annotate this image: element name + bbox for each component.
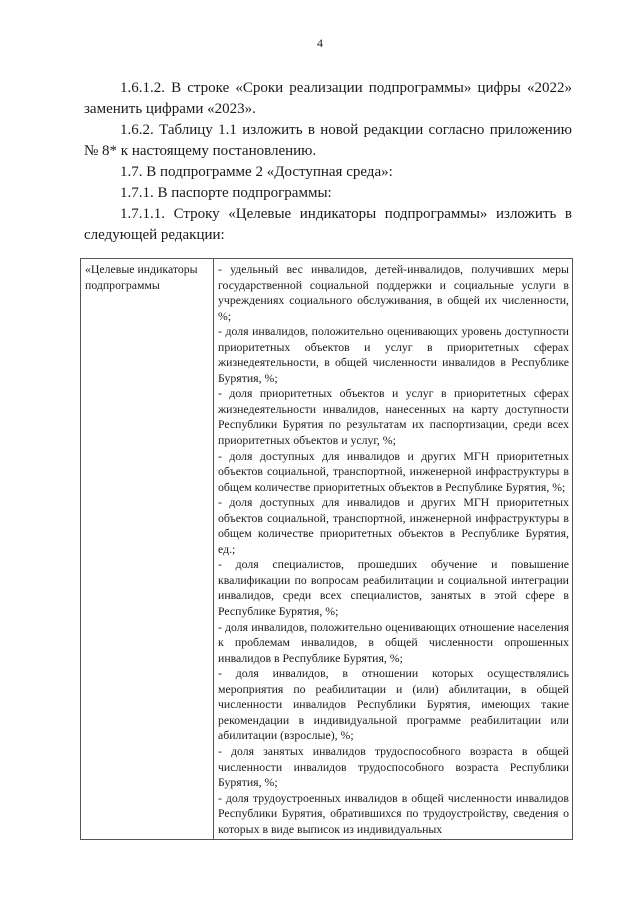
paragraph-1-7: 1.7. В подпрограмме 2 «Доступная среда»: [120,164,393,180]
indicators-table [80,258,573,840]
indicator-item: - доля приоритетных объектов и услуг в приоритетных сферах жизнедеятельности инвалидов, нанесенных на карту доступности Республики Бурятия по результатам их паспортизации, среди всех приоритетных объектов и услуг, %; [218,386,569,448]
paragraph-1-6-2: 1.6.2. Таблицу 1.1 изложить в новой редакции согласно приложению № 8* к настоящему постановлению. [84,122,572,159]
indicator-item: - доля доступных для инвалидов и других МГН приоритетных объектов социальной, транспортной, инженерной инфраструктуры в общем количестве приоритетных объектов в Республике Бурятия, ед.; [218,495,569,556]
paragraph-1-7-1: 1.7.1. В паспорте подпрограммы: [120,185,332,201]
indicator-item: - доля трудоустроенных инвалидов в общей численности инвалидов Республики Бурятия, обратившихся по трудоустройству, сведения о которых в виде выписок из индивидуальных [218,790,569,836]
indicator-item: - доля занятых инвалидов трудоспособного возраста в общей численности инвалидов трудоспособного возраста Республики Бурятия, %; [218,743,569,790]
indicator-item: - удельный вес инвалидов, детей-инвалидов, получивших меры государственной социальной поддержки и социальные услуги в учреждениях социального обслуживания, в общей их численности, %; [218,262,569,323]
indicator-item: - доля специалистов, прошедших обучение и повышение квалификации по вопросам реабилитации и социальной интеграции инвалидов, среди всех специалистов, занятых в этой сфере в Республике Бурятия, %; [218,557,569,619]
indicators-content-cell [214,259,573,840]
page-number: 4 [317,36,323,50]
indicator-item: - доля доступных для инвалидов и других МГН приоритетных объектов социальной, транспортной, инженерной инфраструктуры в общем количестве приоритетных объектов в Республике Бурятия, %; [218,448,569,494]
paragraph-1-6-1-2: 1.6.1.2. В строке «Сроки реализации подпрограммы» цифры «2022» заменить цифрами «2023». [84,80,572,117]
indicator-item: - доля инвалидов, положительно оценивающих отношение населения к проблемам инвалидов, в общей численности опрошенных инвалидов в Республике Бурятия, %; [218,619,569,665]
table-row [81,259,573,840]
indicators-label-cell: «Целевые индикаторы подпрограммы [81,259,214,840]
indicator-item: - доля инвалидов, в отношении которых осуществлялись мероприятия по реабилитации и (или) абилитации, в общей численности инвалидов Республики Бурятия, имеющих такие рекомендации в индивидуальной программе реабилитации или абилитации (взрослые), %; [218,666,569,743]
indicator-item: - доля инвалидов, положительно оценивающих уровень доступности приоритетных объектов и услуг в приоритетных сферах жизнедеятельности, в общей численности инвалидов в Республике Бурятия, %; [218,324,569,385]
decree-text [84,78,572,246]
paragraph-1-7-1-1: 1.7.1.1. Строку «Целевые индикаторы подпрограммы» изложить в следующей редакции: [84,206,572,243]
